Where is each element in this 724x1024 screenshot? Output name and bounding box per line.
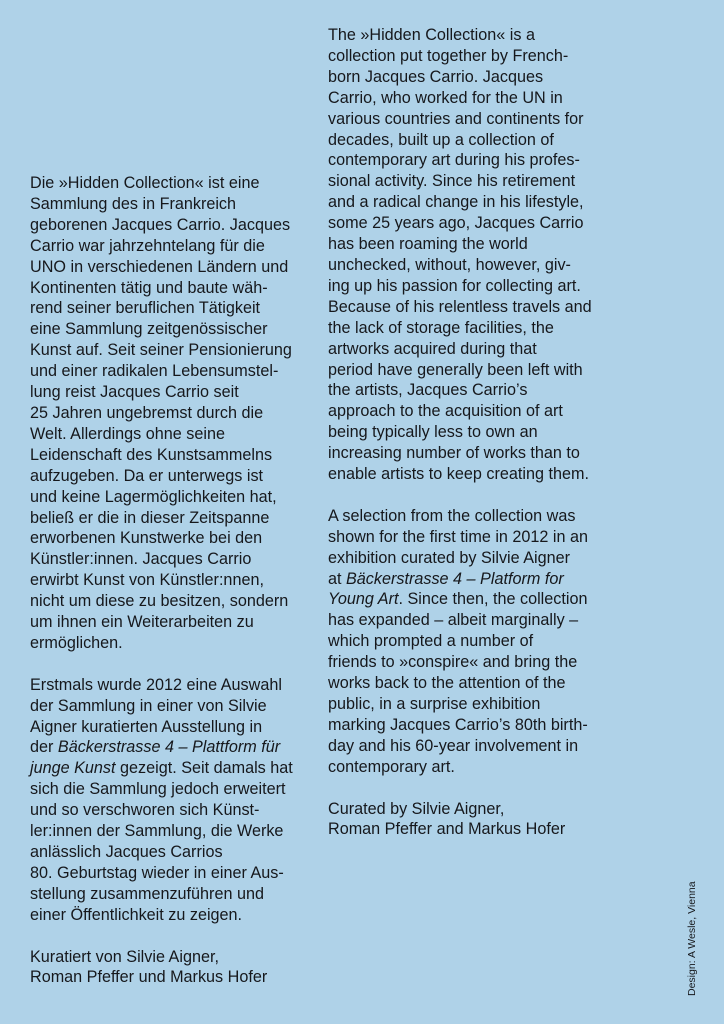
paragraph-gap xyxy=(30,654,322,675)
text-line: approach to the acquisition of art xyxy=(328,402,563,421)
text-line: aufzugeben. Da er unterwegs ist xyxy=(30,466,264,485)
english-intro-paragraph xyxy=(328,25,620,485)
english-curators-paragraph xyxy=(328,799,620,841)
text-line: sich die Sammlung jedoch erweitert xyxy=(30,780,286,799)
text-line: artworks acquired during that xyxy=(328,339,537,358)
text-line: enable artists to keep creating them. xyxy=(328,465,589,484)
german-exhibition-paragraph xyxy=(30,675,322,926)
text-line: has been roaming the world xyxy=(328,235,528,254)
text-line: works back to the attention of the xyxy=(328,674,566,693)
text-line: Leidenschaft des Kunstsammelns xyxy=(30,445,273,464)
text-segment: at xyxy=(328,569,346,588)
text-line: stellung zusammenzuführen und xyxy=(30,884,264,903)
text-line: shown for the first time in 2012 in an xyxy=(328,527,589,546)
text-line: ler:innen der Sammlung, die Werke xyxy=(30,822,284,841)
text-line xyxy=(30,737,322,758)
text-line: Welt. Allerdings ohne seine xyxy=(30,424,225,443)
text-line: Aigner kuratierten Ausstellung in xyxy=(30,717,263,736)
text-line: anlässlich Jacques Carrios xyxy=(30,842,223,861)
text-line: einer Öffentlichkeit zu zeigen. xyxy=(30,905,243,924)
text-line: unchecked, without, however, giv- xyxy=(328,255,571,274)
text-line: which prompted a number of xyxy=(328,632,534,651)
design-credit: Design: A Wesle, Vienna xyxy=(686,881,698,996)
text-line: decades, built up a collection of xyxy=(328,130,554,149)
text-line: eine Sammlung zeitgenössischer xyxy=(30,320,268,339)
text-line: Erstmals wurde 2012 eine Auswahl xyxy=(30,675,282,694)
text-line: ermöglichen. xyxy=(30,633,123,652)
text-line: Curated by Silvie Aigner, xyxy=(328,799,505,818)
text-line: some 25 years ago, Jacques Carrio xyxy=(328,214,584,233)
german-column xyxy=(30,173,322,988)
text-line: Kontinenten tätig und baute wäh- xyxy=(30,278,268,297)
text-line xyxy=(328,589,620,610)
text-line: and a radical change in his lifestyle, xyxy=(328,193,584,212)
text-line: Carrio, who worked for the UN in xyxy=(328,88,563,107)
english-exhibition-paragraph xyxy=(328,506,620,778)
text-line: ing up his passion for collecting art. xyxy=(328,276,581,295)
paragraph-gap xyxy=(328,485,620,506)
text-line: und so verschworen sich Künst- xyxy=(30,801,260,820)
venue-name-italic: Young Art xyxy=(328,590,399,609)
text-line: Because of his relentless travels and xyxy=(328,297,592,316)
text-segment: der xyxy=(30,738,58,757)
german-curators-paragraph xyxy=(30,947,322,989)
text-line: the artists, Jacques Carrio’s xyxy=(328,381,528,400)
text-line xyxy=(328,569,620,590)
text-line: lung reist Jacques Carrio seit xyxy=(30,383,239,402)
text-line: born Jacques Carrio. Jacques xyxy=(328,67,544,86)
text-line: contemporary art. xyxy=(328,757,455,776)
venue-name-italic: Bäckerstrasse 4 – Platform for xyxy=(346,569,564,588)
text-line: nicht um diese zu besitzen, sondern xyxy=(30,592,289,611)
text-line: sional activity. Since his retirement xyxy=(328,172,576,191)
text-line: The »Hidden Collection« is a xyxy=(328,26,535,44)
paragraph-gap xyxy=(30,926,322,947)
text-line: Roman Pfeffer und Markus Hofer xyxy=(30,968,268,987)
text-line: beließ er die in dieser Zeitspanne xyxy=(30,508,270,527)
venue-name-italic: Bäckerstrasse 4 – Plattform für xyxy=(57,738,281,757)
text-line: various countries and continents for xyxy=(328,109,584,128)
text-line: public, in a surprise exhibition xyxy=(328,694,541,713)
text-line: erwirbt Kunst von Künstler:nnen, xyxy=(30,571,264,590)
text-line: um ihnen ein Weiterarbeiten zu xyxy=(30,613,254,632)
text-line: A selection from the collection was xyxy=(328,506,576,525)
text-line: contemporary art during his profes- xyxy=(328,151,580,170)
text-line: 80. Geburtstag wieder in einer Aus- xyxy=(30,863,284,882)
text-line: Roman Pfeffer and Markus Hofer xyxy=(328,820,566,839)
text-line: Kunst auf. Seit seiner Pensionierung xyxy=(30,341,292,360)
text-line: geborenen Jacques Carrio. Jacques xyxy=(30,215,291,234)
text-line: 25 Jahren ungebremst durch die xyxy=(30,403,264,422)
text-line: Künstler:innen. Jacques Carrio xyxy=(30,550,252,569)
text-line: UNO in verschiedenen Ländern und xyxy=(30,257,289,276)
venue-name-italic: junge Kunst xyxy=(30,759,116,778)
text-line: being typically less to own an xyxy=(328,423,538,442)
text-line: increasing number of works than to xyxy=(328,444,580,463)
text-line: Sammlung des in Frankreich xyxy=(30,194,237,213)
text-segment: gezeigt. Seit damals hat xyxy=(115,759,293,778)
text-line: der Sammlung in einer von Silvie xyxy=(30,696,267,715)
text-line xyxy=(30,758,322,779)
text-line: Die »Hidden Collection« ist eine xyxy=(30,174,260,192)
text-line: collection put together by French- xyxy=(328,46,569,65)
text-line: und einer radikalen Lebensumstel- xyxy=(30,362,279,381)
paragraph-gap xyxy=(328,778,620,799)
text-line: period have generally been left with xyxy=(328,360,583,379)
text-line: marking Jacques Carrio’s 80th birth- xyxy=(328,715,588,734)
text-segment: . Since then, the collection xyxy=(398,590,588,609)
text-line: day and his 60-year involvement in xyxy=(328,736,579,755)
text-line: has expanded – albeit marginally – xyxy=(328,611,579,630)
text-line: Carrio war jahrzehntelang für die xyxy=(30,236,265,255)
text-line: Kuratiert von Silvie Aigner, xyxy=(30,947,219,966)
german-intro-paragraph xyxy=(30,173,322,654)
text-line: the lack of storage facilities, the xyxy=(328,318,554,337)
english-column xyxy=(328,25,620,840)
text-line: und keine Lagermöglichkeiten hat, xyxy=(30,487,277,506)
text-line: exhibition curated by Silvie Aigner xyxy=(328,548,571,567)
text-line: erworbenen Kunstwerke bei den xyxy=(30,529,263,548)
text-line: rend seiner beruflichen Tätigkeit xyxy=(30,299,261,318)
text-line: friends to »conspire« and bring the xyxy=(328,653,578,672)
